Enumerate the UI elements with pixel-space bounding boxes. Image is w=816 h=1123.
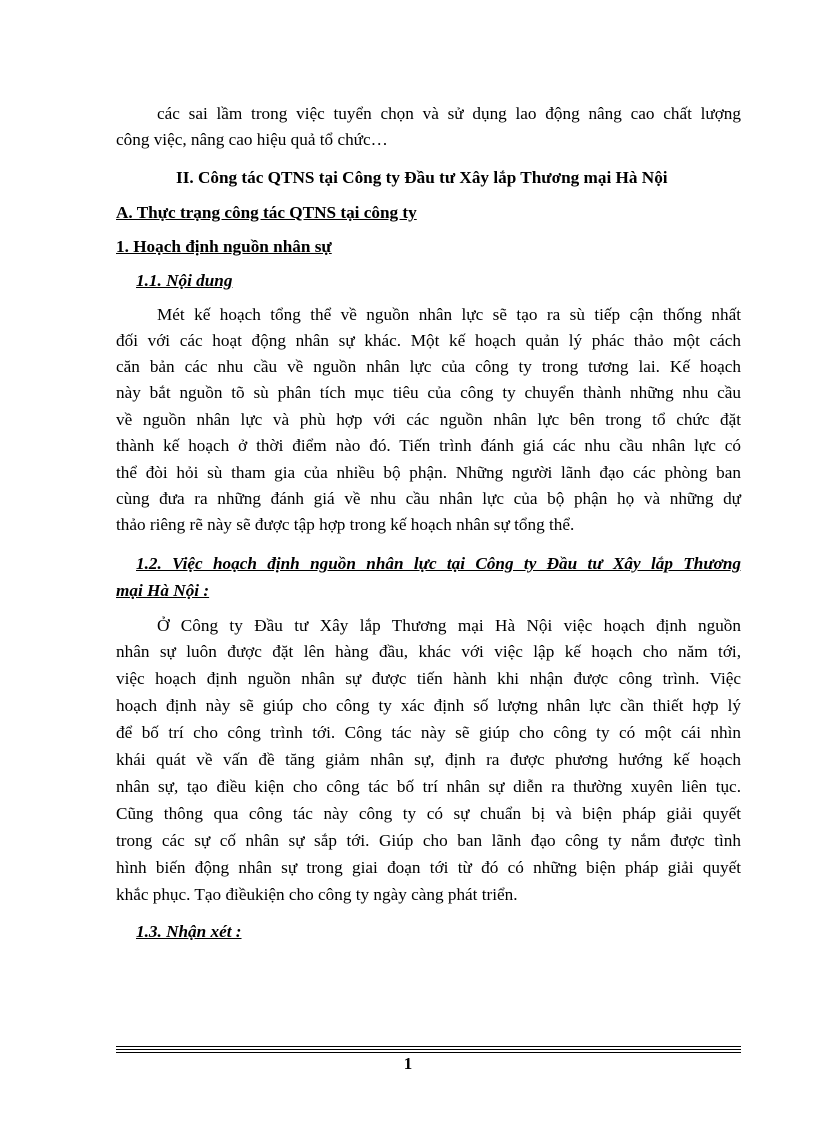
heading-1-1: 1.1. Nội dung bbox=[136, 271, 233, 290]
section-title: II. Công tác QTNS tại Công ty Đầu tư Xây lắp Thương mại Hà Nội bbox=[176, 168, 668, 187]
para-1-2-line: khắc phục. Tạo điềukiện cho công ty ngày càng phát triển. bbox=[116, 885, 518, 904]
para-1-1-line: thành kế hoạch ở thời điểm nào đó. Tiến trình đánh giá các nhu cầu nhân lực có bbox=[116, 436, 741, 455]
heading-1-2-line-1: 1.2. Việc hoạch định nguồn nhân lực tại Công ty Đầu tư Xây lắp Thương bbox=[136, 554, 741, 573]
para-1-1-line: cùng đưa ra những đánh giá về nhu cầu nhân lực của bộ phận họ và những dự bbox=[116, 489, 741, 508]
para-1-2-line: trong các sự cố nhân sự sắp tới. Giúp cho ban lãnh đạo công ty nắm được tình bbox=[116, 831, 741, 850]
para-1-1-line: Mét kế hoạch tổng thể về nguồn nhân lực sẽ tạo ra sù tiếp cận thống nhất bbox=[157, 305, 741, 324]
footer-rule bbox=[116, 1046, 741, 1047]
para-1-1-line: căn bản các nhu cầu về nguồn nhân lực của công ty trong tương lai. Kế hoạch bbox=[116, 357, 741, 376]
para-1-1-line: thảo riêng rẽ này sẽ được tập hợp trong kế hoạch nhân sự tổng thể. bbox=[116, 515, 575, 534]
intro-line-2: công việc, nâng cao hiệu quả tổ chức… bbox=[116, 130, 388, 149]
para-1-2-line: để bố trí cho công trình tới. Công tác này sẽ giúp cho công ty có một cái nhìn bbox=[116, 723, 741, 742]
para-1-2-line: hình biến động nhân sự trong giai đoạn tới từ đó có những biện pháp giải quyết bbox=[116, 858, 741, 877]
para-1-2-line: khái quát về vấn đề tăng giảm nhân sự, định ra được phương hướng kế hoạch bbox=[116, 750, 741, 769]
para-1-1-line: đối với các hoạt động nhân sự khác. Một kế hoạch quản lý phác thảo một cách bbox=[116, 331, 741, 350]
para-1-2-line: hoạch định này sẽ giúp cho công ty xác định số lượng nhân lực cần thiết hợp lý bbox=[116, 696, 741, 715]
para-1-2-line: Ở Công ty Đầu tư Xây lắp Thương mại Hà Nội việc hoạch định nguồn bbox=[157, 616, 741, 635]
para-1-2-line: nhân sự luôn được đặt lên hàng đầu, khác với việc lập kế hoạch cho năm tới, bbox=[116, 642, 741, 661]
para-1-1-line: thể đòi hỏi sù tham gia của nhiều bộ phận. Những người lãnh đạo các phòng ban bbox=[116, 463, 741, 482]
para-1-2-line: Cũng thông qua công tác này công ty có sự chuẩn bị và biện pháp giải quyết bbox=[116, 804, 741, 823]
para-1-1-line: về nguồn nhân lực và phù hợp với các nguồn nhân lực bên trong tổ chức đặt bbox=[116, 410, 741, 429]
heading-1: 1. Hoạch định nguồn nhân sự bbox=[116, 237, 332, 256]
para-1-1-line: này bắt nguồn tõ sù phân tích mục tiêu của công ty chuyển thành những nhu cầu bbox=[116, 383, 741, 402]
intro-line-1: các sai lầm trong việc tuyển chọn và sử dụng lao động nâng cao chất lượng bbox=[157, 104, 741, 123]
page-number: 1 bbox=[403, 1054, 413, 1073]
heading-1-3: 1.3. Nhận xét : bbox=[136, 922, 242, 941]
subsection-a-heading: A. Thực trạng công tác QTNS tại công ty bbox=[116, 203, 417, 222]
para-1-2-line: nhân sự, tạo điều kiện cho công tác bố trí nhân sự diễn ra thường xuyên liên tục. bbox=[116, 777, 741, 796]
para-1-2-line: việc hoạch định nguồn nhân sự được tiến hành khi nhận được công trình. Việc bbox=[116, 669, 741, 688]
heading-1-2-line-2: mại Hà Nội : bbox=[116, 581, 210, 600]
footer-rule bbox=[116, 1049, 741, 1050]
